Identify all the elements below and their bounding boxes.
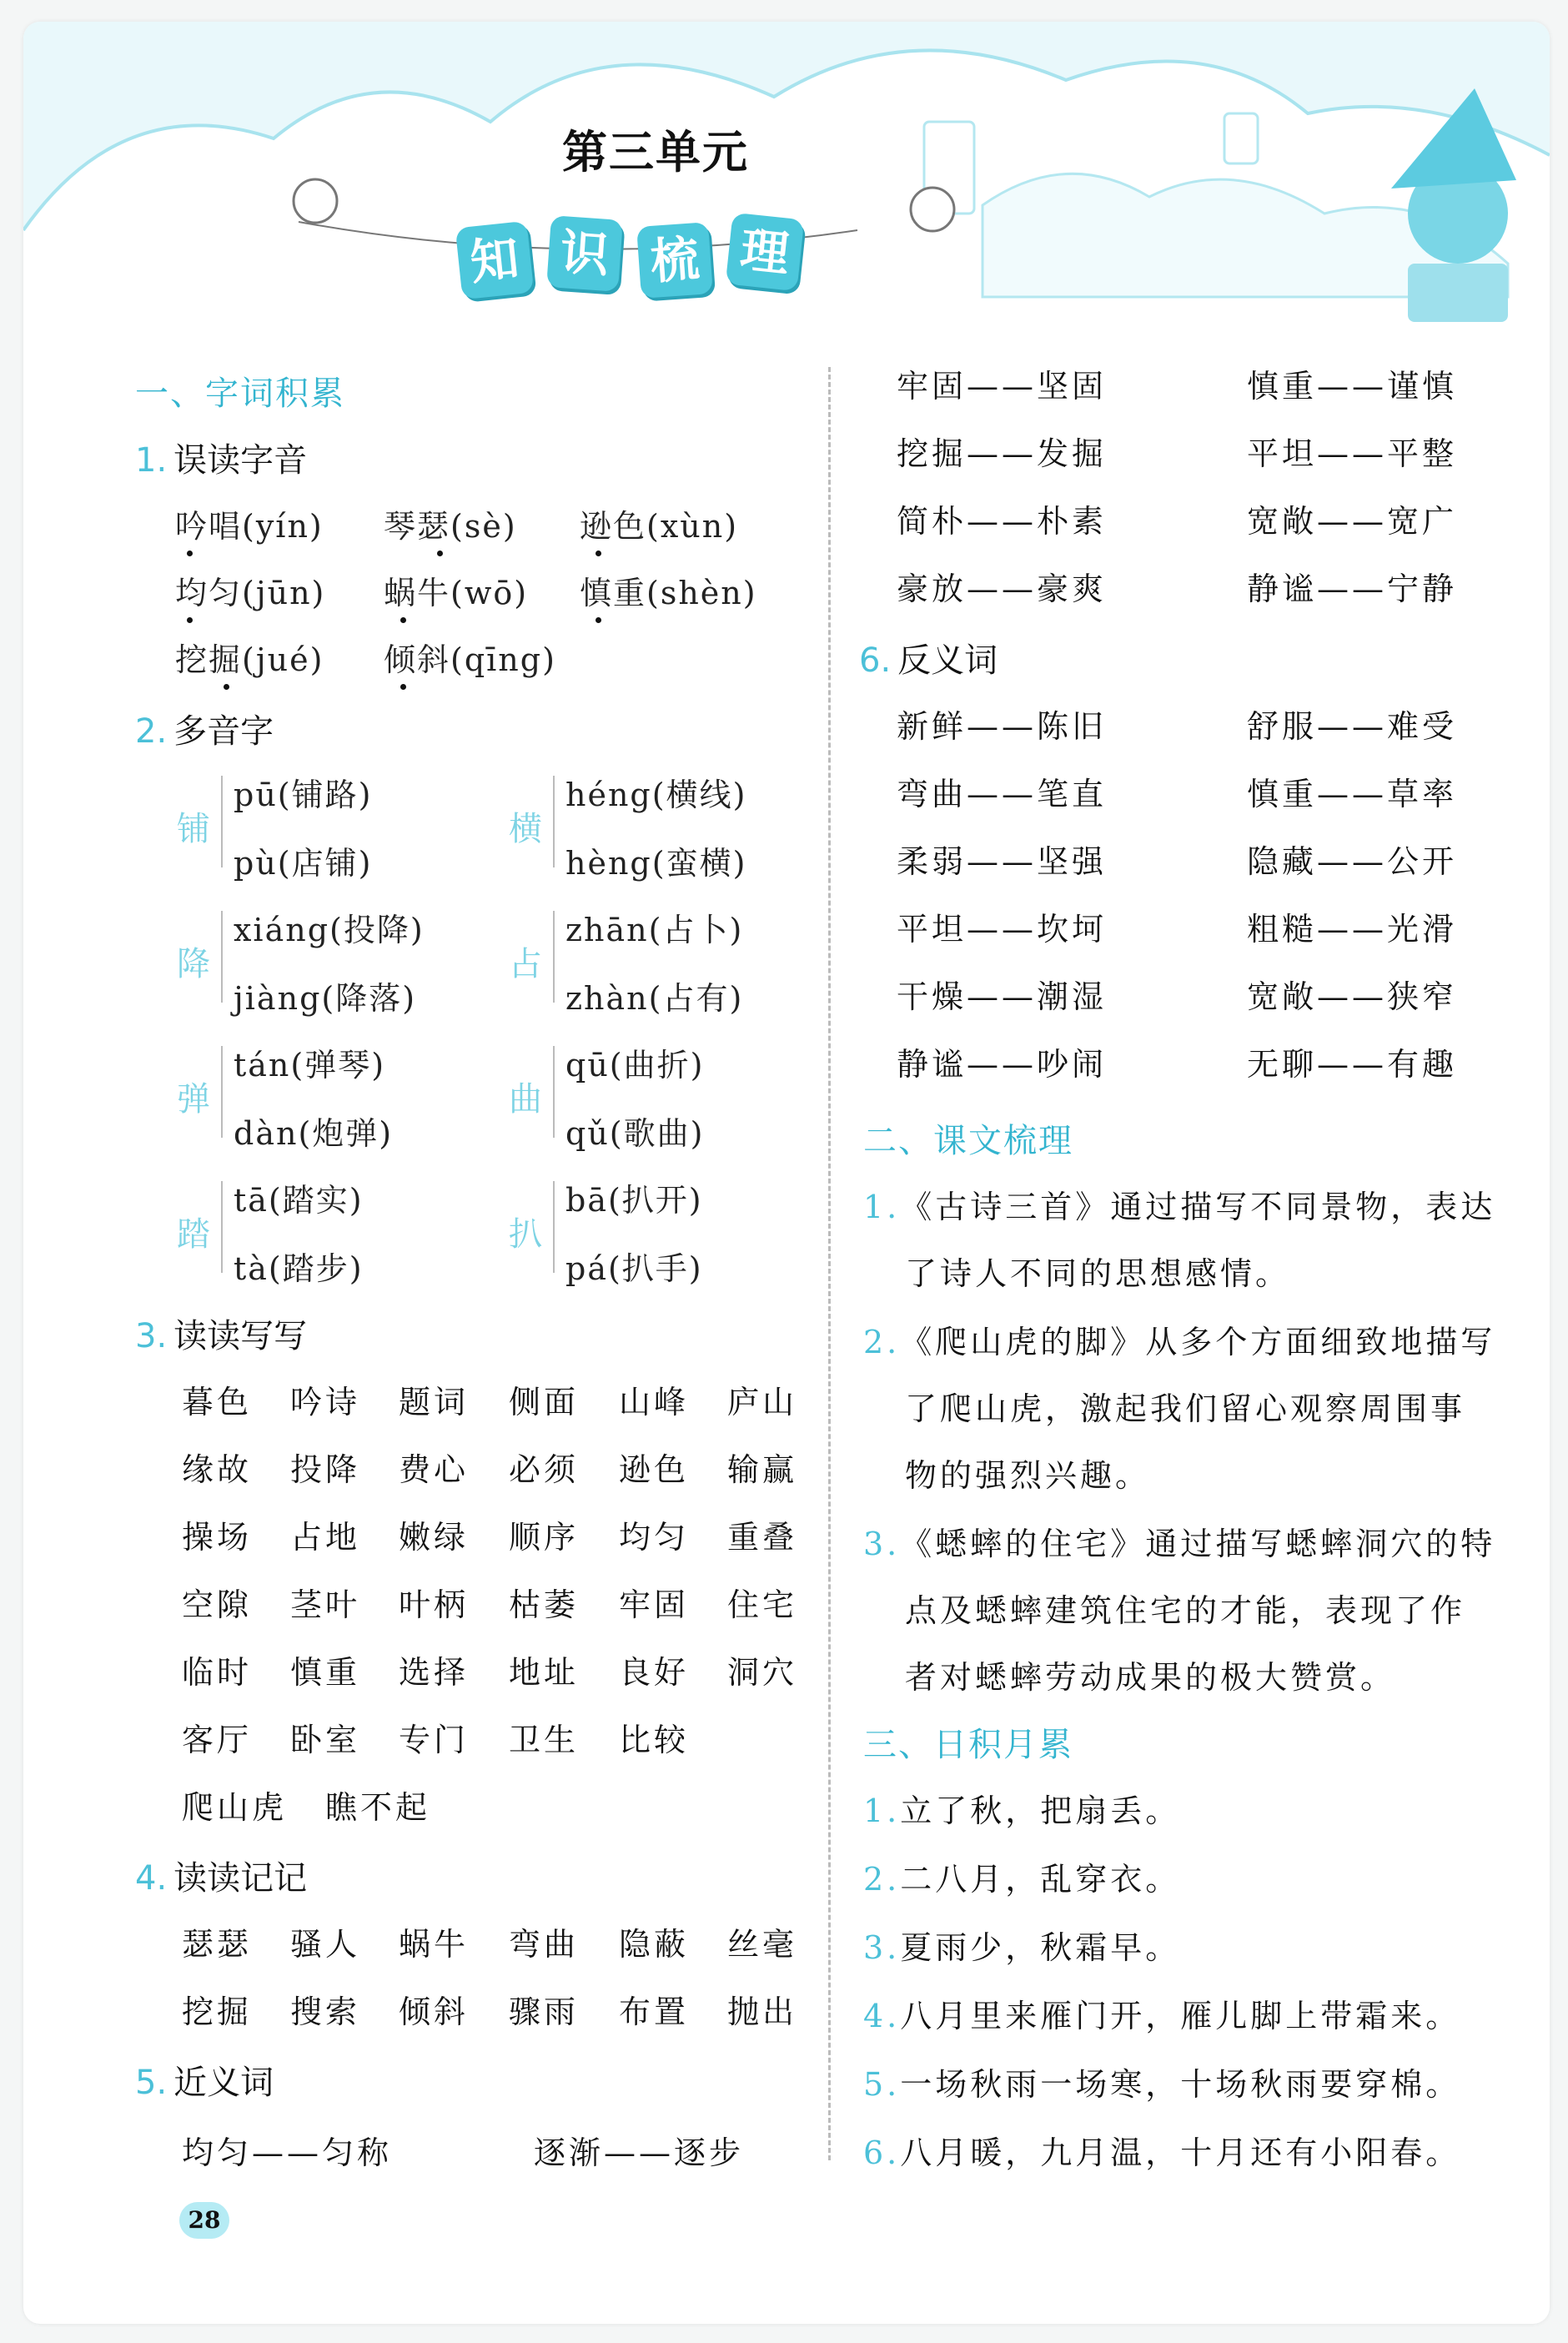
emphasis-dot <box>400 617 406 623</box>
reading: héng(横线) <box>565 777 747 813</box>
item-number: 5. <box>863 2066 901 2103</box>
subsection-label: 反义词 <box>897 641 998 680</box>
grid-word: 搜索 <box>290 1994 361 2030</box>
grid-word: 均匀 <box>619 1519 690 1556</box>
proverb-text: 夏雨少，秋霜早。 <box>900 1929 1181 1966</box>
grid-word: 吟诗 <box>290 1384 361 1420</box>
grid-word: 良好 <box>619 1654 690 1691</box>
banner-char: 识 <box>546 215 623 292</box>
subsection-number: 4. <box>135 1859 168 1898</box>
reading: dàn(炮弹) <box>234 1115 394 1152</box>
proverb-text: 立了秋，把扇丢。 <box>900 1792 1181 1829</box>
synonym-pair: 静谧——宁静 <box>1247 571 1458 607</box>
grid-word: 弯曲 <box>509 1926 580 1963</box>
polyphonic-char: 横 <box>509 810 542 848</box>
grid-word: 题词 <box>399 1384 470 1420</box>
grid-word: 茎叶 <box>290 1586 361 1623</box>
synonym-pair: 宽敞——宽广 <box>1247 503 1458 540</box>
antonym-pair: 慎重——草率 <box>1247 776 1458 812</box>
subsection-label: 读读写写 <box>173 1317 308 1355</box>
grid-word: 输赢 <box>727 1451 798 1488</box>
subsection-number: 5. <box>135 2064 168 2102</box>
reading: qū(曲折) <box>565 1047 705 1084</box>
item-text-line: 《古诗三首》通过描写不同景物，表达 <box>900 1189 1496 1225</box>
proverb-text: 一场秋雨一场寒，十场秋雨要穿棉。 <box>900 2066 1461 2103</box>
grid-word: 占地 <box>290 1519 361 1556</box>
polyphonic-char: 扒 <box>509 1215 542 1254</box>
reading: xiáng(投降) <box>234 912 425 948</box>
brace <box>553 1181 561 1273</box>
banner-char: 理 <box>726 213 805 292</box>
synonym-pair: 慎重——谨慎 <box>1247 368 1458 405</box>
brace <box>221 911 229 1003</box>
polyphonic-char: 降 <box>177 945 210 983</box>
item-text-line: 者对蟋蟀劳动成果的极大赞赏。 <box>905 1659 1396 1696</box>
banner-char: 知 <box>455 221 535 300</box>
antonym-pair: 宽敞——狭窄 <box>1247 978 1458 1015</box>
subsection-title <box>135 434 307 481</box>
reading: hèng(蛮横) <box>565 845 747 882</box>
reading: bā(扒开) <box>565 1182 703 1219</box>
column-divider <box>828 367 831 2160</box>
subsection-number: 1. <box>135 441 168 480</box>
grid-word: 山峰 <box>619 1384 690 1420</box>
grid-word: 庐山 <box>727 1384 798 1420</box>
word-pronunciation: 慎重(shèn) <box>580 575 757 611</box>
subsection-title <box>135 1310 307 1357</box>
brace <box>553 776 561 867</box>
polyphonic-char: 踏 <box>177 1215 210 1254</box>
header-clouds-illustration <box>23 22 1550 355</box>
subsection-number: 6. <box>859 641 892 680</box>
emphasis-dot <box>187 551 193 556</box>
grid-word: 缘故 <box>182 1451 253 1488</box>
grid-word: 客厅 <box>182 1722 253 1758</box>
word-pronunciation: 挖掘(jué) <box>175 641 324 678</box>
word-pronunciation: 倾斜(qīng) <box>384 641 556 678</box>
grid-word: 枯萎 <box>509 1586 580 1623</box>
subsection-title <box>135 705 274 752</box>
reading: zhàn(占有) <box>565 980 744 1017</box>
antonym-pair: 粗糙——光滑 <box>1247 911 1458 948</box>
grid-word: 空隙 <box>182 1586 253 1623</box>
proverb-item <box>863 1853 1180 1899</box>
emphasis-dot <box>224 684 229 690</box>
grid-word: 洞穴 <box>727 1654 798 1691</box>
antonym-pair: 弯曲——笔直 <box>897 776 1108 812</box>
item-number: 2. <box>863 1861 901 1898</box>
subsection-label: 多音字 <box>173 712 274 751</box>
synonym-pair: 逐渐——逐步 <box>534 2134 745 2171</box>
grid-word: 挖掘 <box>182 1994 253 2030</box>
reading: pū(铺路) <box>234 777 373 813</box>
grid-word: 专门 <box>399 1722 470 1758</box>
item-number: 6. <box>863 2134 901 2171</box>
brace <box>221 776 229 867</box>
grid-word: 操场 <box>182 1519 253 1556</box>
proverb-text: 二八月，乱穿衣。 <box>900 1861 1181 1898</box>
emphasis-dot <box>400 684 406 690</box>
subsection-title <box>135 2056 274 2104</box>
reading: tā(踏实) <box>234 1182 364 1219</box>
grid-word: 爬山虎 <box>182 1789 288 1826</box>
grid-word: 骚人 <box>290 1926 361 1963</box>
grid-word: 住宅 <box>727 1586 798 1623</box>
grid-word: 侧面 <box>509 1384 580 1420</box>
grid-word: 蜗牛 <box>399 1926 470 1963</box>
grid-word: 重叠 <box>727 1519 798 1556</box>
word-pronunciation: 逊色(xùn) <box>580 508 739 545</box>
word-pronunciation: 均匀(jūn) <box>175 575 326 611</box>
item-text-line: 物的强烈兴趣。 <box>905 1457 1151 1494</box>
grid-word: 选择 <box>399 1654 470 1691</box>
proverb-item <box>863 1785 1180 1831</box>
section-title-texts: 二、课文梳理 <box>863 1122 1073 1160</box>
antonym-pair: 静谧——吵闹 <box>897 1046 1108 1083</box>
subsection-title <box>135 1852 307 1899</box>
grid-word: 丝毫 <box>727 1926 798 1963</box>
grid-word: 隐蔽 <box>619 1926 690 1963</box>
emphasis-dot <box>437 551 443 556</box>
subsection-label: 近义词 <box>173 2064 274 2102</box>
antonym-pair: 无聊——有趣 <box>1247 1046 1458 1083</box>
brace <box>553 911 561 1003</box>
grid-word: 瑟瑟 <box>182 1926 253 1963</box>
synonym-pair: 简朴——朴素 <box>897 503 1108 540</box>
knowledge-banner <box>459 213 809 296</box>
subsection-label: 读读记记 <box>173 1859 308 1898</box>
grid-word: 抛出 <box>727 1994 798 2030</box>
item-number: 4. <box>863 1998 901 2034</box>
polyphonic-char: 铺 <box>177 810 210 848</box>
item-text-line: 《蟋蟀的住宅》通过描写蟋蟀洞穴的特 <box>900 1526 1496 1562</box>
polyphonic-char: 曲 <box>509 1080 542 1119</box>
emphasis-dot <box>596 617 601 623</box>
reading: jiàng(降落) <box>234 980 417 1017</box>
header-decoration <box>23 22 1550 355</box>
antonym-pair: 新鲜——陈旧 <box>897 708 1108 745</box>
reading: qǔ(歌曲) <box>565 1115 705 1152</box>
grid-word: 比较 <box>619 1722 690 1758</box>
brace <box>221 1046 229 1138</box>
text-item <box>863 1316 1495 1362</box>
antonym-pair: 干燥——潮湿 <box>897 978 1108 1015</box>
proverb-item <box>863 1922 1180 1968</box>
polyphonic-char: 占 <box>509 945 542 983</box>
antonym-pair: 舒服——难受 <box>1247 708 1458 745</box>
proverb-text: 八月暖，九月温，十月还有小阳春。 <box>900 2134 1461 2171</box>
section-title-vocab: 一、字词积累 <box>135 375 345 413</box>
grid-word: 暮色 <box>182 1384 253 1420</box>
polyphonic-char: 弹 <box>177 1080 210 1119</box>
grid-word: 逊色 <box>619 1451 690 1488</box>
emphasis-dot <box>596 551 601 556</box>
synonym-pair: 豪放——豪爽 <box>897 571 1108 607</box>
item-number: 3. <box>863 1929 901 1966</box>
item-number: 2. <box>863 1324 901 1360</box>
synonym-pair: 挖掘——发掘 <box>897 435 1108 472</box>
subsection-number: 3. <box>135 1317 168 1355</box>
proverb-item <box>863 2059 1460 2104</box>
text-item <box>863 1518 1495 1564</box>
grid-word: 瞧不起 <box>325 1789 431 1826</box>
grid-word: 慎重 <box>290 1654 361 1691</box>
grid-word: 牢固 <box>619 1586 690 1623</box>
proverb-text: 八月里来雁门开，雁儿脚上带霜来。 <box>900 1998 1461 2034</box>
reading: pá(扒手) <box>565 1250 703 1287</box>
subsection-number: 2. <box>135 712 168 751</box>
grid-word: 必须 <box>509 1451 580 1488</box>
grid-word: 顺序 <box>509 1519 580 1556</box>
text-item <box>863 1181 1495 1227</box>
grid-word: 倾斜 <box>399 1994 470 2030</box>
brace <box>221 1181 229 1273</box>
subsection-title <box>859 634 998 681</box>
item-number: 3. <box>863 1526 901 1562</box>
grid-word: 骤雨 <box>509 1994 580 2030</box>
antonym-pair: 柔弱——坚强 <box>897 843 1108 880</box>
grid-word: 投降 <box>290 1451 361 1488</box>
page-number: 28 <box>179 2202 229 2239</box>
grid-word: 费心 <box>399 1451 470 1488</box>
reading: tà(踏步) <box>234 1250 364 1287</box>
item-number: 1. <box>863 1792 901 1829</box>
grid-word: 地址 <box>509 1654 580 1691</box>
word-pronunciation: 琴瑟(sè) <box>384 508 517 545</box>
proverb-item <box>863 2127 1460 2173</box>
grid-word: 嫩绿 <box>399 1519 470 1556</box>
grid-word: 卫生 <box>509 1722 580 1758</box>
brace <box>553 1046 561 1138</box>
item-number: 1. <box>863 1189 901 1225</box>
synonym-pair: 平坦——平整 <box>1247 435 1458 472</box>
proverb-item <box>863 1990 1460 2036</box>
grid-word: 卧室 <box>290 1722 361 1758</box>
word-pronunciation: 蜗牛(wō) <box>384 575 529 611</box>
item-text-line: 了诗人不同的思想感情。 <box>905 1255 1291 1292</box>
emphasis-dot <box>187 617 193 623</box>
subsection-label: 误读字音 <box>173 441 308 480</box>
reading: tán(弹琴) <box>234 1047 386 1084</box>
reading: zhān(占卜) <box>565 912 744 948</box>
grid-word: 叶柄 <box>399 1586 470 1623</box>
banner-char: 梳 <box>636 222 713 299</box>
synonym-pair: 均匀——匀称 <box>182 2134 393 2171</box>
synonym-pair: 牢固——坚固 <box>897 368 1108 405</box>
antonym-pair: 隐藏——公开 <box>1247 843 1458 880</box>
unit-title: 第三单元 <box>562 126 749 178</box>
item-text-line: 《爬山虎的脚》从多个方面细致地描写 <box>900 1324 1496 1360</box>
item-text-line: 点及蟋蟀建筑住宅的才能，表现了作 <box>905 1592 1466 1629</box>
word-pronunciation: 吟唱(yín) <box>175 508 324 545</box>
item-text-line: 了爬山虎，激起我们留心观察周围事 <box>905 1390 1466 1427</box>
section-title-accumulation: 三、日积月累 <box>863 1726 1073 1764</box>
antonym-pair: 平坦——坎坷 <box>897 911 1108 948</box>
grid-word: 布置 <box>619 1994 690 2030</box>
grid-word: 临时 <box>182 1654 253 1691</box>
reading: pù(店铺) <box>234 845 373 882</box>
